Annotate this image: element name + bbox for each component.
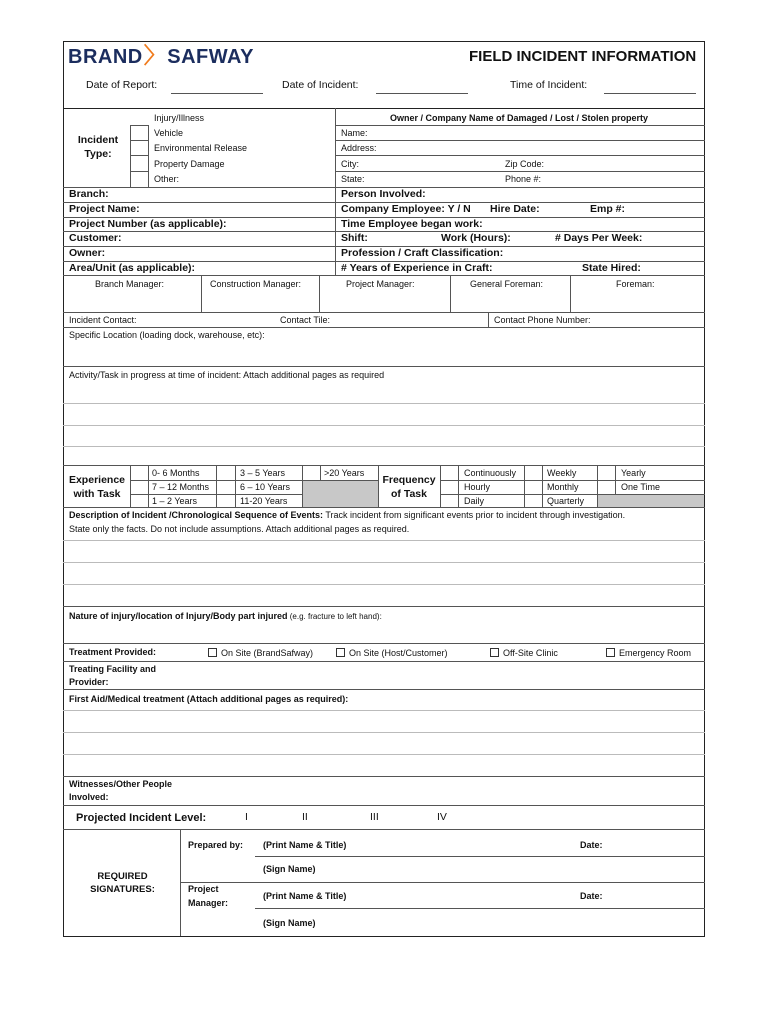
prepared-signature-field[interactable] [330,858,702,880]
company-employee-label: Company Employee: Y / N [341,203,471,215]
divider [63,562,705,563]
branch-manager-label: Branch Manager: [95,279,165,289]
divider [63,754,705,755]
checkbox-icon [490,648,499,657]
time-employee-label: Time Employee began work: [341,218,483,230]
exp-checkbox-11-20[interactable] [217,495,234,507]
incident-type-vehicle: Vehicle [154,128,184,138]
checkbox-icon [336,648,345,657]
divider [63,540,705,541]
divider [63,584,705,585]
freq-checkbox-one-time[interactable] [598,481,614,493]
experience-label-1: Experience [68,474,126,486]
prepared-date-label: Date: [580,840,603,850]
form-title: FIELD INCIDENT INFORMATION [469,48,697,65]
project-name-label: Project Name: [69,203,140,215]
freq-checkbox-hourly[interactable] [441,481,457,493]
exp-checkbox-3-5[interactable] [217,466,234,479]
foreman-label: Foreman: [616,279,655,289]
divider [148,125,149,187]
projected-level-label: Projected Incident Level: [76,812,207,824]
exp-0-6-months: 0- 6 Months [152,468,200,478]
exp-3-5-years: 3 – 5 Years [240,468,286,478]
divider [450,275,451,312]
level-II[interactable]: II [302,811,308,823]
treating-facility-label-2: Provider: [69,677,109,687]
divider [488,312,489,328]
exp-checkbox-7-12[interactable] [131,481,147,493]
witnesses-label-1: Witnesses/Other People [69,779,172,789]
days-per-week-label: # Days Per Week: [555,232,643,244]
treating-facility-field[interactable] [160,662,704,688]
divider [63,275,705,276]
experience-label-2: with Task [73,488,121,500]
checkbox-icon [208,648,217,657]
specific-location-field[interactable] [64,342,704,366]
freq-hourly: Hourly [464,482,491,492]
owner-zip-label: Zip Code: [505,159,545,169]
owner-state-label: State: [341,174,365,184]
prepared-print-name-field[interactable] [360,832,570,854]
level-I[interactable]: I [245,811,248,823]
pm-signature-field[interactable] [330,910,702,934]
contact-phone-label: Contact Phone Number: [494,315,591,325]
nature-rest: (e.g. fracture to left hand): [287,612,382,621]
customer-label: Customer: [69,232,122,244]
exp-over-20-years: >20 Years [324,468,365,478]
description-label-rest: Track incident from significant events prior to incident through investigation. [323,510,626,520]
activity-label: Activity/Task in progress at time of incident: Attach additional pages as required [69,370,385,380]
divider [63,507,705,508]
nature-of-injury-label [69,611,382,622]
treatment-onsite-host-text: On Site (Host/Customer) [349,648,448,658]
required-signatures-label-2: SIGNATURES: [90,884,155,895]
treatment-option-onsite-host[interactable] [336,648,448,659]
divider [570,275,571,312]
witnesses-field[interactable] [180,777,704,804]
project-number-label: Project Number (as applicable): [69,218,227,230]
freq-continuously: Continuously [464,468,517,478]
hire-date-label: Hire Date: [490,203,540,215]
divider [201,275,202,312]
project-manager-label: Project Manager: [346,279,415,289]
date-of-incident-label: Date of Incident: [282,79,359,91]
divider [440,480,705,481]
owner-name-label: Name: [341,128,368,138]
incident-contact-label: Incident Contact: [69,315,137,325]
freq-checkbox-yearly[interactable] [598,466,614,479]
shift-label: Shift: [341,232,368,244]
pm-print-name-field[interactable] [360,884,570,906]
level-IV[interactable]: IV [437,811,447,823]
incident-type-checkbox-property[interactable] [131,156,147,170]
incident-type-checkbox-vehicle[interactable] [131,126,147,140]
divider [458,465,459,507]
freq-checkbox-monthly[interactable] [525,481,541,493]
divider [63,643,705,644]
freq-checkbox-weekly[interactable] [525,466,541,479]
nature-of-injury-field[interactable] [64,623,704,643]
incident-type-checkbox-environmental[interactable] [131,141,147,155]
witnesses-label-2: Involved: [69,792,109,802]
freq-weekly: Weekly [547,468,577,478]
date-of-report-label: Date of Report: [86,79,158,91]
divider [335,108,336,276]
owner-city-label: City: [341,159,359,169]
divider [63,805,705,806]
shaded-cell [303,481,378,507]
area-unit-label: Area/Unit (as applicable): [69,262,196,274]
exp-1-2-years: 1 – 2 Years [152,496,198,506]
contact-title-label: Contact Tile: [280,315,331,325]
owner-address-label: Address: [341,143,377,153]
divider [63,446,705,447]
project-manager-sig-label-1: Project [188,884,219,894]
pm-print-name-label: (Print Name & Title) [263,891,347,901]
divider [235,465,236,507]
description-field[interactable] [64,538,704,606]
years-experience-label: # Years of Experience in Craft: [341,262,493,274]
profession-label: Profession / Craft Classification: [341,247,504,259]
construction-manager-label: Construction Manager: [210,279,302,289]
incident-type-property: Property Damage [154,159,225,169]
logo-safway: SAFWAY [167,46,254,68]
divider [542,465,543,507]
divider [148,465,149,507]
person-involved-label: Person Involved: [341,188,426,200]
freq-checkbox-quarterly[interactable] [525,495,541,507]
general-foreman-label: General Foreman: [470,279,544,289]
description-label [69,510,625,521]
incident-type-other: Other: [154,174,180,184]
divider [63,606,705,607]
pm-date-label: Date: [580,891,603,901]
first-aid-label: First Aid/Medical treatment (Attach additional pages as required): [69,694,349,704]
prepared-by-label: Prepared by: [188,840,244,850]
exp-checkbox-0-6[interactable] [131,466,147,479]
treatment-option-onsite-brandsafway[interactable] [208,648,313,659]
nature-bold: Nature of injury/location of Injury/Body part injured [69,611,288,621]
divider [63,732,705,733]
divider [335,140,705,141]
treatment-option-offsite-clinic[interactable] [490,648,558,659]
freq-quarterly: Quarterly [547,496,585,506]
exp-7-12-months: 7 – 12 Months [152,482,210,492]
treatment-label: Treatment Provided: [69,647,157,657]
logo-chevron: 〉 [143,43,167,68]
branch-label: Branch: [69,188,109,200]
specific-location-label: Specific Location (loading dock, warehouse, etc): [69,330,265,340]
required-signatures-label-1: REQUIRED [97,871,148,882]
shaded-cell [598,495,704,507]
treating-facility-label-1: Treating Facility and [69,664,157,674]
frequency-label-1: Frequency [382,474,436,486]
owner-label: Owner: [69,247,106,259]
pm-date-field[interactable] [610,884,702,906]
activity-field[interactable] [64,383,704,465]
divider [180,882,705,883]
freq-checkbox-continuously[interactable] [441,466,457,479]
divider [319,275,320,312]
divider [255,908,705,909]
divider [335,125,705,126]
description-instructions: State only the facts. Do not include assumptions. Attach additional pages as required. [69,524,410,534]
owner-heading: Owner / Company Name of Damaged / Lost / Stolen property [390,113,649,123]
divider [63,829,705,830]
prepared-sign-name-label: (Sign Name) [263,864,316,874]
exp-11-20-years: 11-20 Years [240,496,288,506]
treatment-offsite-clinic-text: Off-Site Clinic [503,648,558,658]
incident-type-label-1: Incident [77,134,119,146]
divider [63,108,705,109]
emp-number-label: Emp #: [590,203,626,215]
exp-checkbox-1-2[interactable] [131,495,147,507]
divider [63,403,705,404]
incident-type-checkbox-injury[interactable] [131,110,147,124]
divider [255,856,705,857]
state-hired-label: State Hired: [582,262,641,274]
treatment-option-emergency-room[interactable] [606,648,691,659]
divider [63,425,705,426]
incident-type-checkbox-other[interactable] [131,172,147,186]
first-aid-field[interactable] [64,708,704,776]
incident-type-label-2: Type: [84,148,112,160]
work-hours-label: Work (Hours): [441,232,511,244]
freq-monthly: Monthly [547,482,579,492]
owner-phone-label: Phone #: [505,174,542,184]
treatment-onsite-brandsafway-text: On Site (BrandSafway) [221,648,314,658]
divider [63,312,705,313]
pm-sign-name-label: (Sign Name) [263,918,316,928]
frequency-label-2: of Task [391,488,427,500]
exp-checkbox-over-20[interactable] [303,466,319,479]
freq-daily: Daily [464,496,485,506]
prepared-print-name-label: (Print Name & Title) [263,840,347,850]
divider [63,689,705,690]
incident-type-environmental: Environmental Release [154,143,248,153]
freq-one-time: One Time [621,482,661,492]
treatment-emergency-room-text: Emergency Room [619,648,692,658]
prepared-date-field[interactable] [610,832,702,854]
level-III[interactable]: III [370,811,379,823]
divider [335,171,705,172]
divider [335,155,705,156]
divider [63,710,705,711]
divider [63,327,705,328]
incident-type-injury: Injury/Illness [154,113,205,123]
time-of-incident-label: Time of Incident: [510,79,588,91]
exp-checkbox-6-10[interactable] [217,481,234,493]
freq-checkbox-daily[interactable] [441,495,457,507]
description-label-bold: Description of Incident /Chronological Sequence of Events: [69,510,324,520]
divider [63,366,705,367]
freq-yearly: Yearly [621,468,646,478]
exp-6-10-years: 6 – 10 Years [240,482,291,492]
checkbox-icon [606,648,615,657]
project-manager-sig-label-2: Manager: [188,898,229,908]
logo-brand: BRAND [68,46,143,68]
